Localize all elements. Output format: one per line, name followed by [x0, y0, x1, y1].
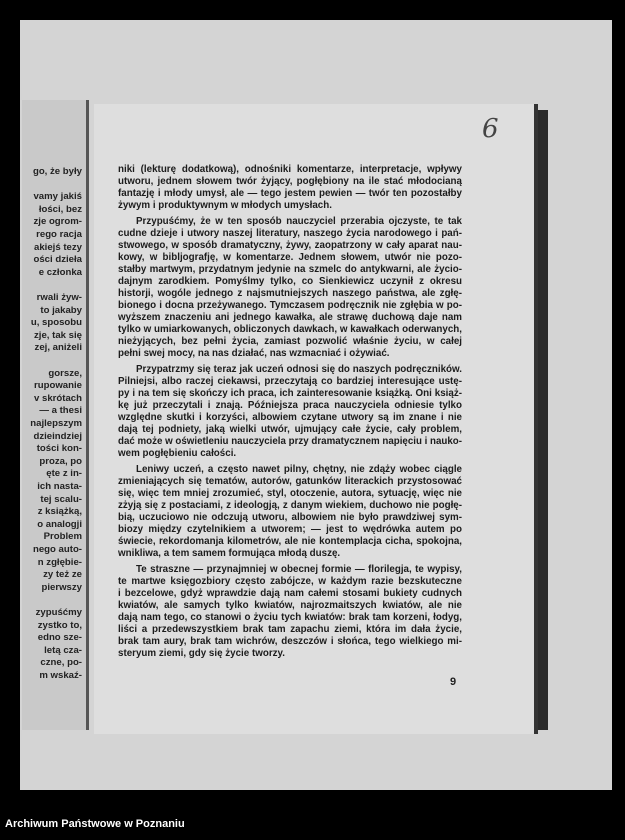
paragraph [118, 216, 462, 360]
text-line: dają tej podniety, jaką wielki utwór, ujmujący całe życie, cały problem, [118, 424, 462, 435]
text-line: Przypatrzmy się teraz jak uczeń odnosi się do naszych podręczników. [136, 364, 462, 375]
text-line: tylko w umiarkowanych, obliczonych dawkach, w kawałkach oderwanych, [118, 324, 462, 335]
fragment-line: edno sze- [37, 632, 82, 644]
fragment-line: akiejś tezy [33, 241, 82, 253]
fragment-line: ości dzieła [33, 254, 82, 266]
text-line: wem pogłębieniu całości. [118, 448, 237, 459]
text-line: dajnym zarodkiem. Pomyślmy tylko, co Sienkiewicz uczynił z okresu [118, 276, 462, 287]
paragraph [118, 464, 462, 560]
fragment-line: zypuśćmy [35, 607, 82, 618]
text-line: utworu, jednem słowem twór żyjący, pogłębiony na ile stać młodocianą [118, 176, 462, 187]
archive-footer-label: Archiwum Państwowe w Poznaniu [5, 818, 185, 830]
fragment-line: to jakaby [40, 304, 82, 316]
text-line: bią, uczuciowo nie odczują utworu, albowiem nie było prawdziwej sym- [118, 512, 462, 523]
fragment-line: najlepszym [30, 418, 82, 429]
fragment-line: ęte z in- [46, 468, 82, 480]
fragment-line: nego auto- [32, 544, 82, 555]
fragment-line: proza, po [39, 455, 82, 467]
text-line: kowy, w bibljografję, w komentarze. Jednem słowem, utwór nie pozo- [118, 252, 462, 263]
page-text [118, 164, 462, 660]
document-page [94, 104, 534, 734]
text-line: liści a przedewszystkiem brak tam zapachu ziemi, która im dała życie, [118, 624, 462, 635]
text-line: te martwe księgozbiory często zabójcze, w każdym razie bezskuteczne [118, 576, 462, 587]
text-line: py i na tem się skończy ich praca, ich zainteresowanie książką. Oni książ- [118, 388, 462, 399]
text-line: fantazję i młody umysł, ale — tego jestem pewien — twór ten pozostałby [118, 188, 462, 199]
text-line: kę już przeczytali i znają. Późniejsza praca nauczyciela odniesie tylko [118, 400, 462, 411]
text-line: dać może w oświetleniu nauczyciela przy dramatycznem napięciu i nauko- [118, 436, 462, 447]
fragment-line: ich nasta- [37, 481, 82, 492]
text-line: zmieniających się tematów, autorów, gatunków literackich przystosować [118, 476, 462, 487]
fragment-line: o analogji [37, 518, 82, 530]
page-number: 9 [450, 676, 457, 688]
text-line: biozy między czytelnikiem a utworem; — jest to wędrówka autem po [118, 524, 462, 535]
fragment-line: n zgłębie- [37, 556, 82, 568]
text-line: brak tam aury, brak tam wichrów, deszczów i słońca, tego wielkiego mi- [118, 636, 462, 647]
paragraph [118, 564, 462, 660]
text-line: wyższem znaczeniu ani jednego kawałka, ale strawę duchową daje nam [118, 312, 462, 323]
text-line: niki (lekturę dodatkową), odnośniki komentarze, interpretacje, wpływy [118, 164, 462, 175]
fragment-line: v skrótach [34, 392, 82, 404]
text-line: stwowego, w sposób dramatyczny, żywy, zaopatrzony w cały aparat nau- [118, 240, 462, 251]
text-line: pełni swej mocy, na nas działać, nas wzmacniać i ożywiać. [118, 348, 390, 359]
fragment-line: zystko to, [37, 619, 82, 631]
text-line: nieżyjących, bez pełni życia, zamiast pozwolić właśnie życiu, w całej [118, 336, 462, 347]
text-line: i bezcelowe, gdyż wprawdzie dają nam całemi stosami bukiety cudnych [118, 588, 462, 599]
fragment-line: pierwszy [41, 581, 82, 593]
handwritten-page-mark: 6 [482, 114, 499, 144]
text-line: świecie, rekordomanja kilometrów, ale nie kontemplacja cicha, spokojna, [118, 536, 462, 547]
text-line: Leniwy uczeń, a często nawet pilny, chętny, nie zdąży wobec ciągle [136, 464, 462, 475]
text-line: Pilniejsi, albo raczej ciekawsi, przeczytają co bardziej interesujące ustę- [118, 376, 462, 387]
text-line: Przypuśćmy, że w ten sposób nauczyciel przerabia ojczyste, te tak [136, 216, 462, 227]
text-line: Te straszne — przynajmniej w obecnej formie — florilegja, te wypisy, [136, 564, 462, 575]
fragment-line: rego racja [36, 229, 82, 240]
fragment-line: go, że były [32, 166, 82, 177]
fragment-line: rwali żyw- [36, 292, 82, 303]
fragment-line: z książką, [37, 506, 82, 518]
fragment-line: tej scalu- [40, 493, 82, 505]
text-line: kwiatów, ale samych tylko kwiatów, najrozmaitszych kwiatów, ale nie [118, 600, 462, 611]
text-line: się, więc tem mniej zrozumieć, styl, otoczenie, autora, sytuację, więc nie [118, 488, 462, 499]
fragment-line: zje, tak się [34, 329, 82, 341]
fragment-line: — a thesi [39, 405, 82, 417]
fragment-line: Problem [43, 531, 82, 543]
fragment-line: zje ogrom- [33, 216, 82, 228]
text-line: zżyją się z postaciami, z ideologją, z danym wiekiem, duchowo nie pogłę- [118, 500, 462, 511]
fragment-line: u, sposobu [30, 317, 82, 329]
fragment-line: tości kon- [36, 443, 82, 455]
fragment-line: czne, po- [40, 657, 82, 669]
text-line: stałby martwym, przydatnym jedynie na szmelc do antykwarni, ale życio- [118, 264, 462, 275]
page-shadow [536, 110, 548, 730]
text-line: bionego i docna przeżywanego. Tymczasem podręcznik nie zgłębia w po- [118, 300, 462, 311]
text-line: żywym i produktywnym w młodych umysłach. [118, 200, 332, 211]
left-page-fragment [22, 100, 89, 730]
paragraph [118, 164, 462, 212]
paragraph [118, 364, 462, 460]
fragment-line: rupowanie [34, 380, 82, 392]
text-line: cudne dzieje i utwory naszej literatury, naszego życia narodowego i pań- [118, 228, 462, 239]
text-line: względne skutki i korzyści, albowiem czytane utwory są im znane i nie [118, 412, 462, 423]
fragment-line: e członka [38, 266, 82, 278]
fragment-line: vamy jakiś [33, 191, 82, 203]
text-line: wnikliwa, a tem samem formująca młodą duszę. [118, 548, 341, 559]
fragment-line: zej, aniżeli [34, 342, 82, 354]
text-line: steryum ziemi, gdy się życie tworzy. [118, 648, 285, 659]
text-line: historji, wogóle jednego z najsmutniejszych naszego państwa, ale zgłę- [118, 288, 462, 299]
fragment-line: łości, bez [38, 203, 82, 215]
text-line: dają nam tego, co stanowi o życiu tych kwiatów: brak tam korzeni, łodyg, [118, 612, 462, 623]
fragment-line: zy też ze [43, 569, 82, 581]
fragment-line: gorsze, [48, 367, 82, 379]
fragment-line: dzieindziej [33, 430, 82, 442]
fragment-line: letą cza- [44, 644, 82, 656]
fragment-line: m wskaź- [39, 670, 82, 681]
